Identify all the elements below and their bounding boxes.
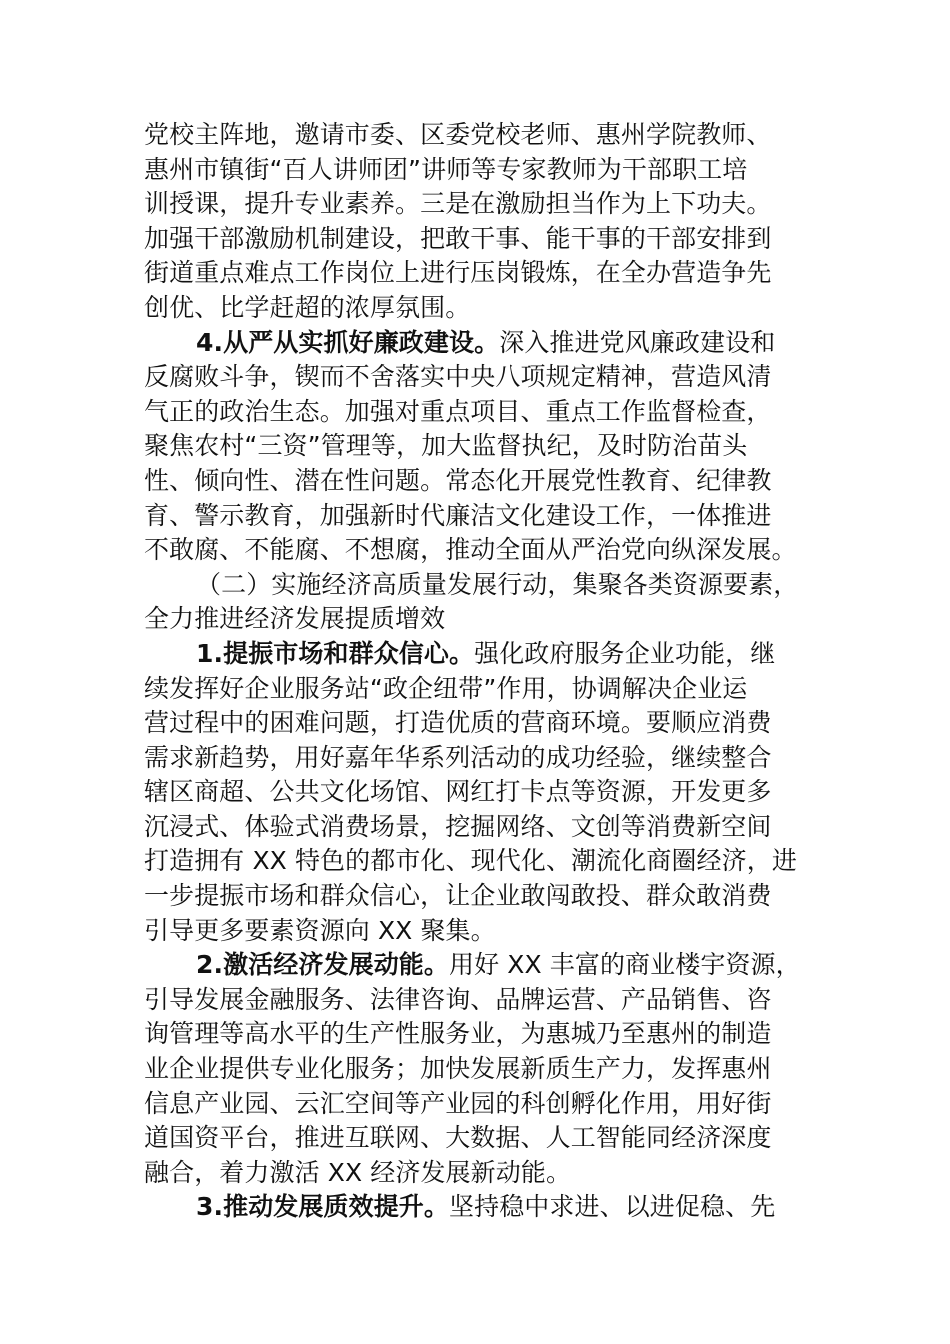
line-text: 不敢腐、不能腐、不想腐，推动全面从严治党向纵深发展。 bbox=[144, 535, 797, 565]
line-text: 融合，着力激活 XX 经济发展新动能。 bbox=[144, 1157, 572, 1187]
text-line bbox=[144, 395, 834, 430]
text-line bbox=[144, 1087, 834, 1122]
line-text: 辖区商超、公共文化场馆、网红打卡点等资源，开发更多 bbox=[144, 777, 772, 807]
line-text: 需求新趋势，用好嘉年华系列活动的成功经验，继续整合 bbox=[144, 742, 772, 772]
text-line bbox=[144, 983, 834, 1018]
line-text: 坚持稳中求进、以进促稳、先 bbox=[449, 1192, 776, 1222]
text-line bbox=[144, 1190, 834, 1225]
section-heading: 4.从严从实抓好廉政建设。 bbox=[196, 327, 500, 357]
text-line bbox=[144, 1017, 834, 1052]
text-line bbox=[144, 153, 834, 188]
text-line bbox=[144, 533, 834, 568]
line-text: 信息产业园、云汇空间等产业园的科创孵化作用，用好街 bbox=[144, 1088, 772, 1118]
text-line bbox=[144, 775, 834, 810]
text-line bbox=[144, 637, 834, 672]
text-line bbox=[144, 914, 834, 949]
text-line bbox=[144, 326, 834, 361]
text-line bbox=[144, 568, 834, 603]
text-line bbox=[144, 706, 834, 741]
text-line bbox=[144, 1121, 834, 1156]
line-text: 全力推进经济发展提质增效 bbox=[144, 604, 446, 634]
line-text: 一步提振市场和群众信心，让企业敢闯敢投、群众敢消费 bbox=[144, 881, 772, 911]
text-line bbox=[144, 1052, 834, 1087]
line-text: （二）实施经济高质量发展行动，集聚各类资源要素， bbox=[196, 569, 799, 599]
line-text: 深入推进党风廉政建设和 bbox=[499, 327, 776, 357]
text-line bbox=[144, 222, 834, 257]
line-text: 聚焦农村“三资”管理等，加大监督执纪，及时防治苗头 bbox=[144, 431, 748, 461]
text-line bbox=[144, 602, 834, 637]
line-text: 用好 XX 丰富的商业楼宇资源， bbox=[449, 950, 801, 980]
text-line bbox=[144, 118, 834, 153]
text-line bbox=[144, 499, 834, 534]
text-line bbox=[144, 187, 834, 222]
text-line bbox=[144, 879, 834, 914]
section-heading: 3.推动发展质效提升。 bbox=[196, 1192, 449, 1222]
line-text: 创优、比学赶超的浓厚氛围。 bbox=[144, 292, 471, 322]
line-text: 性、倾向性、潜在性问题。常态化开展党性教育、纪律教 bbox=[144, 465, 772, 495]
text-line bbox=[144, 291, 834, 326]
line-text: 打造拥有 XX 特色的都市化、现代化、潮流化商圈经济，进 bbox=[144, 846, 797, 876]
line-text: 业企业提供专业化服务；加快发展新质生产力，发挥惠州 bbox=[144, 1054, 772, 1084]
line-text: 强化政府服务企业功能，继 bbox=[474, 638, 776, 668]
line-text: 党校主阵地，邀请市委、区委党校老师、惠州学院教师、 bbox=[144, 120, 772, 149]
text-line bbox=[144, 464, 834, 499]
line-text: 反腐败斗争，锲而不舍落实中央八项规定精神，营造风清 bbox=[144, 362, 772, 392]
text-line bbox=[144, 360, 834, 395]
text-line bbox=[144, 672, 834, 707]
text-line bbox=[144, 741, 834, 776]
line-text: 引导更多要素资源向 XX 聚集。 bbox=[144, 915, 496, 945]
line-text: 加强干部激励机制建设，把敢干事、能干事的干部安排到 bbox=[144, 223, 772, 253]
body-text bbox=[144, 118, 834, 1225]
text-line bbox=[144, 429, 834, 464]
text-line bbox=[144, 844, 834, 879]
line-text: 道国资平台，推进互联网、大数据、人工智能同经济深度 bbox=[144, 1123, 772, 1153]
line-text: 续发挥好企业服务站“政企纽带”作用，协调解决企业运 bbox=[144, 673, 748, 703]
line-text: 引导发展金融服务、法律咨询、品牌运营、产品销售、咨 bbox=[144, 984, 772, 1014]
section-heading: 2.激活经济发展动能。 bbox=[196, 950, 449, 980]
line-text: 营过程中的困难问题，打造优质的营商环境。要顺应消费 bbox=[144, 708, 772, 738]
line-text: 气正的政治生态。加强对重点项目、重点工作监督检查， bbox=[144, 396, 772, 426]
text-line bbox=[144, 256, 834, 291]
text-line bbox=[144, 948, 834, 983]
line-text: 街道重点难点工作岗位上进行压岗锻炼，在全办营造争先 bbox=[144, 258, 772, 288]
line-text: 育、警示教育，加强新时代廉洁文化建设工作，一体推进 bbox=[144, 500, 772, 530]
line-text: 惠州市镇街“百人讲师团”讲师等专家教师为干部职工培 bbox=[144, 154, 748, 184]
line-text: 训授课，提升专业素养。三是在激励担当作为上下功夫。 bbox=[144, 189, 772, 219]
line-text: 沉浸式、体验式消费场景，挖掘网络、文创等消费新空间 bbox=[144, 811, 772, 841]
line-text: 询管理等高水平的生产性服务业，为惠城乃至惠州的制造 bbox=[144, 1019, 772, 1049]
text-line bbox=[144, 810, 834, 845]
section-heading: 1.提振市场和群众信心。 bbox=[196, 638, 475, 668]
text-line bbox=[144, 1156, 834, 1191]
